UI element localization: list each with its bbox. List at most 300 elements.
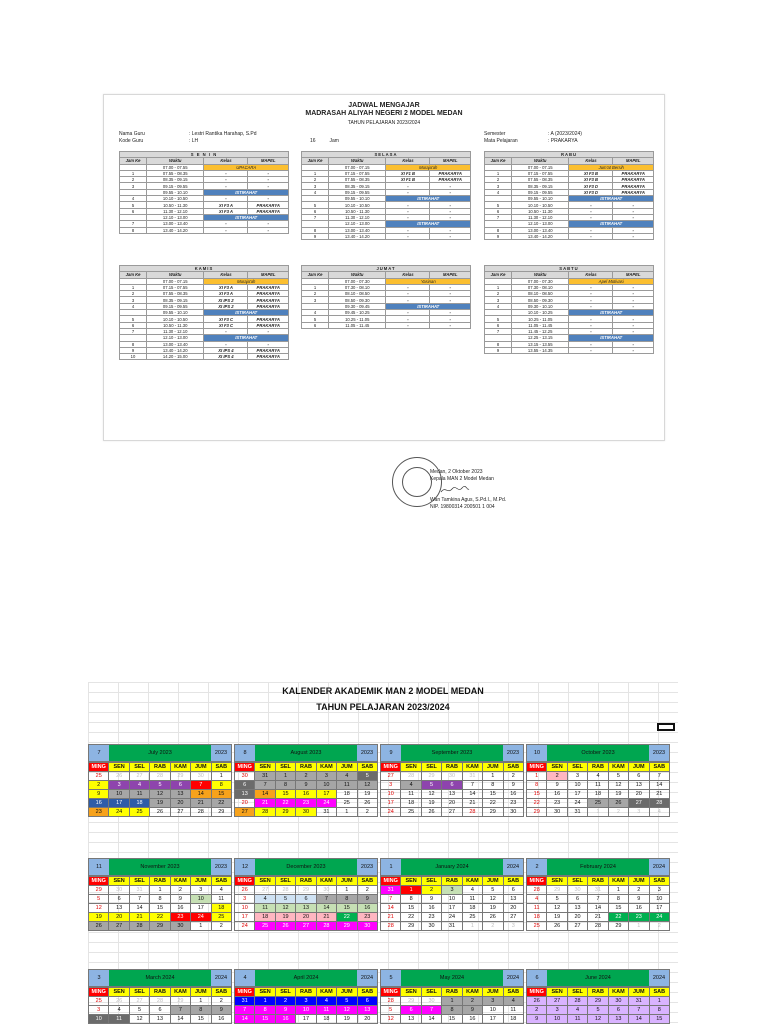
calendar-day: 2 (421, 886, 441, 895)
schedule-cell: XI F1 B (386, 170, 430, 176)
schedule-cell: 11.30 - 12.10 (329, 214, 386, 220)
calendar-day: 5 (588, 1006, 608, 1015)
calendar-day: 13 (442, 790, 462, 799)
week-row (527, 790, 670, 799)
calendar-day: 9 (421, 895, 441, 904)
column-header: Kelas (386, 158, 430, 164)
schedule-cell: ISTIRAHAT (569, 221, 654, 227)
weekday-header: JUM (483, 763, 503, 772)
calendar-day: 27 (629, 799, 649, 808)
column-header: Kelas (569, 272, 613, 278)
calendar-day: 3 (547, 1006, 567, 1015)
week-row (381, 799, 524, 808)
schedule-cell: - (430, 284, 471, 290)
schedule-cell: - (248, 221, 289, 227)
calendar-day: 16 (503, 790, 523, 799)
calendar-day: 6 (629, 772, 649, 781)
schedule-cell: - (613, 322, 654, 328)
calendar-day: 2 (649, 922, 669, 931)
weekday-header: RAB (588, 763, 608, 772)
week-row (381, 1015, 524, 1024)
schedule-cell: 09.15 - 09.55 (147, 183, 204, 189)
calendar-day: 2 (547, 772, 567, 781)
calendar-day: 26 (235, 886, 255, 895)
calendar-day: 15 (649, 1015, 669, 1024)
calendar-day: 6 (296, 895, 316, 904)
calendar-day: 12 (381, 1015, 401, 1024)
schedule-cell: PRAKARYA (613, 183, 654, 189)
calendar-day: 13 (150, 1015, 170, 1024)
schedule-cell: - (248, 183, 289, 189)
calendar-day: 11 (255, 904, 275, 913)
calendar-day: 8 (337, 895, 357, 904)
calendar-day: 17 (442, 904, 462, 913)
calendar-day: 9 (211, 1006, 231, 1015)
calendar-day: 30 (567, 886, 587, 895)
schedule-cell: 10.10 - 10.25 (512, 310, 569, 316)
calendar-day: 17 (109, 799, 129, 808)
week-row (89, 781, 232, 790)
calendar-day: 9 (170, 895, 190, 904)
calendar-day: 1 (150, 886, 170, 895)
calendar-day: 11 (527, 904, 547, 913)
calendar-day: 9 (527, 1015, 547, 1024)
calendar-day: 29 (483, 808, 503, 817)
calendar-day: 13 (401, 1015, 421, 1024)
schedule-cell: - (430, 227, 471, 233)
calendar-day: 30 (191, 772, 211, 781)
weekday-header: SAB (649, 763, 669, 772)
month-grid (88, 744, 232, 817)
schedule-cell: Muraja'ah (204, 278, 289, 284)
calendar-day: 14 (421, 1015, 441, 1024)
column-header: Waktu (147, 158, 204, 164)
calendar-day: 26 (109, 997, 129, 1006)
calendar-day: 5 (547, 895, 567, 904)
week-row (89, 1015, 232, 1024)
calendar-day: 30 (547, 808, 567, 817)
calendar-day: 3 (503, 922, 523, 931)
calendar-day: 2 (357, 886, 377, 895)
weekday-header: SAB (357, 763, 377, 772)
jam-count: 16 (310, 138, 316, 144)
month-name: October 2023 (547, 745, 649, 761)
academic-year: TAHUN PELAJARAN 2023/2024 (347, 120, 421, 126)
weekday-header: SEN (255, 763, 275, 772)
week-row (235, 772, 378, 781)
calendar-day: 1 (629, 922, 649, 931)
calendar-day: 28 (150, 997, 170, 1006)
schedule-cell: 07.00 - 07.15 (512, 164, 569, 170)
calendar-day: 30 (357, 922, 377, 931)
calendar-day: 26 (109, 772, 129, 781)
calendar-day: 27 (296, 922, 316, 931)
schedule-cell: XI F3 A (204, 291, 248, 297)
schedule-cell: - (613, 227, 654, 233)
schedule-cell: - (248, 227, 289, 233)
calendar-day: 27 (109, 922, 129, 931)
schedule-cell: 1 (302, 284, 329, 290)
calendar-day: 20 (357, 1015, 377, 1024)
calendar-day: 11 (588, 781, 608, 790)
weekday-header: KAM (316, 763, 336, 772)
schedule-cell: 10 (120, 354, 147, 360)
schedule-cell: - (248, 177, 289, 183)
calendar-day: 29 (89, 886, 109, 895)
calendar-day: 17 (191, 904, 211, 913)
calendar-day: 29 (150, 922, 170, 931)
month-year: 2024 (211, 970, 231, 986)
calendar-day: 1 (275, 772, 295, 781)
weekday-header: SAB (503, 877, 523, 886)
month-num: 11 (89, 859, 109, 875)
schedule-cell: XI IPS 4 (204, 354, 248, 360)
calendar-day: 13 (235, 790, 255, 799)
sign-nip: NIP. 19800314 200501 1 004 (430, 504, 495, 510)
week-row (381, 790, 524, 799)
schedule-row (120, 354, 289, 360)
calendar-day: 10 (483, 1006, 503, 1015)
schedule-cell: 10.25 - 11.05 (512, 316, 569, 322)
calendar-day: 19 (483, 904, 503, 913)
signature-scribble (440, 485, 470, 495)
day-table (484, 265, 654, 354)
schedule-row (485, 347, 654, 353)
schedule-cell: - (569, 291, 613, 297)
mapel-value: : PRAKARYA (548, 138, 578, 144)
calendar-day: 1 (527, 772, 547, 781)
schedule-cell: 12.10 - 13.00 (329, 221, 386, 227)
calendar-day: 19 (275, 913, 295, 922)
schedule-cell: - (204, 183, 248, 189)
calendar-day: 21 (129, 913, 149, 922)
schedule-cell: PRAKARYA (248, 297, 289, 303)
calendar-day: 5 (129, 1006, 149, 1015)
calendar-day: 4 (527, 895, 547, 904)
schedule-cell: ISTIRAHAT (386, 196, 471, 202)
calendar-day: 9 (503, 781, 523, 790)
schedule-cell: 8 (485, 341, 512, 347)
calendar-day: 31 (381, 886, 401, 895)
schedule-cell: 8 (120, 341, 147, 347)
calendar-day: 12 (421, 790, 441, 799)
weekday-header: JUM (337, 763, 357, 772)
calendar-day: 23 (503, 799, 523, 808)
weekday-header: JUM (191, 988, 211, 997)
weekday-header: SEL (275, 988, 295, 997)
calendar-day: 18 (503, 1015, 523, 1024)
weekday-header: SEN (255, 988, 275, 997)
week-row (527, 886, 670, 895)
calendar-day: 15 (337, 904, 357, 913)
schedule-cell: 13.40 - 14.20 (329, 233, 386, 239)
calendar-day: 8 (608, 895, 628, 904)
calendar-day: 18 (129, 799, 149, 808)
month-year: 2023 (211, 745, 231, 761)
schedule-cell: - (569, 208, 613, 214)
weekday-header: MING (89, 877, 109, 886)
schedule-cell: - (569, 297, 613, 303)
schedule-cell: - (204, 196, 248, 202)
calendar-day: 17 (649, 904, 669, 913)
schedule-cell: 3 (120, 183, 147, 189)
month-grid (380, 858, 524, 931)
calendar-day: 9 (296, 781, 316, 790)
calendar-day: 18 (316, 1015, 336, 1024)
month-name: July 2023 (109, 745, 211, 761)
calendar-day: 4 (503, 997, 523, 1006)
calendar-day: 29 (170, 997, 190, 1006)
calendar-day: 22 (275, 799, 295, 808)
schedule-cell: - (430, 208, 471, 214)
weekday-header: SEN (109, 988, 129, 997)
calendar-day: 27 (503, 913, 523, 922)
calendar-day: 7 (421, 1006, 441, 1015)
calendar-day: 11 (211, 895, 231, 904)
schedule-cell: 13.55 - 14.35 (512, 347, 569, 353)
schedule-cell: XI F3 C (204, 322, 248, 328)
calendar-day: 22 (527, 799, 547, 808)
weekday-header: MING (527, 877, 547, 886)
calendar-day: 29 (211, 808, 231, 817)
calendar-day: 6 (401, 1006, 421, 1015)
schedule-cell: - (204, 328, 248, 334)
schedule-cell: PRAKARYA (613, 189, 654, 195)
calendar-day: 7 (649, 772, 669, 781)
schedule-cell: - (569, 233, 613, 239)
schedule-cell: 9 (120, 347, 147, 353)
calendar-day: 16 (421, 904, 441, 913)
week-row (89, 799, 232, 808)
calendar-day: 30 (109, 886, 129, 895)
calendar-day: 19 (421, 799, 441, 808)
weekday-header: MING (381, 763, 401, 772)
schedule-cell: - (569, 347, 613, 353)
school-name: MADRASAH ALIYAH NEGERI 2 MODEL MEDAN (305, 110, 463, 117)
calendar-day: 20 (629, 790, 649, 799)
schedule-cell: - (204, 221, 248, 227)
calendar-day: 19 (547, 913, 567, 922)
teacher-info (119, 131, 257, 145)
schedule-cell: - (430, 316, 471, 322)
weekday-header: KAM (170, 877, 190, 886)
schedule-cell: XI F3 D (569, 183, 613, 189)
calendar-day: 24 (191, 913, 211, 922)
weekday-header: RAB (150, 877, 170, 886)
schedule-cell: 08.50 - 09.30 (329, 297, 386, 303)
column-header: MAPEL (248, 272, 289, 278)
column-header: MAPEL (430, 272, 471, 278)
calendar-day: 25 (401, 808, 421, 817)
schedule-cell: - (386, 189, 430, 195)
calendar-day: 15 (442, 1015, 462, 1024)
schedule-cell: PRAKARYA (613, 170, 654, 176)
calendar-day: 16 (170, 904, 190, 913)
month-name: February 2024 (547, 859, 649, 875)
calendar-day: 2 (211, 997, 231, 1006)
calendar-day: 17 (381, 799, 401, 808)
weekday-header: MING (381, 877, 401, 886)
month-grid (380, 744, 524, 817)
schedule-cell: - (386, 183, 430, 189)
schedule-cell: 8 (120, 227, 147, 233)
calendar-day: 4 (109, 1006, 129, 1015)
schedule-cell: - (613, 347, 654, 353)
calendar-day: 12 (357, 781, 377, 790)
schedule-cell: - (613, 233, 654, 239)
column-header: MAPEL (613, 272, 654, 278)
week-row (527, 772, 670, 781)
weekday-header: KAM (462, 877, 482, 886)
schedule-cell: - (430, 310, 471, 316)
calendar-day: 10 (567, 781, 587, 790)
week-row (527, 922, 670, 931)
calendar-day: 12 (547, 904, 567, 913)
week-row (89, 922, 232, 931)
schedule-cell: - (430, 202, 471, 208)
calendar-day: 5 (337, 997, 357, 1006)
calendar-day: 1 (608, 886, 628, 895)
month-num: 8 (235, 745, 255, 761)
week-row (89, 895, 232, 904)
schedule-cell: 4 (485, 189, 512, 195)
weekday-header: SAB (649, 988, 669, 997)
calendar-day: 21 (462, 799, 482, 808)
weekday-header: SEN (547, 877, 567, 886)
schedule-cell: 12.10 - 13.00 (147, 335, 204, 341)
week-row (381, 1006, 524, 1015)
calendar-day: 12 (588, 1015, 608, 1024)
schedule-cell: - (613, 208, 654, 214)
calendar-day: 1 (588, 808, 608, 817)
calendar-day: 29 (401, 922, 421, 931)
weekday-header: RAB (150, 988, 170, 997)
calendar-day: 25 (337, 799, 357, 808)
schedule-cell: - (386, 316, 430, 322)
schedule-cell: 5 (485, 316, 512, 322)
schedule-cell: 6 (120, 208, 147, 214)
calendar-day: 16 (275, 1015, 295, 1024)
schedule-cell: 6 (302, 322, 329, 328)
semester-info (484, 131, 582, 145)
sign-name: Wan Tamkina Agus, S.Pd.I., M.Pd. (430, 497, 507, 503)
calendar-day: 7 (191, 781, 211, 790)
calendar-day: 23 (421, 913, 441, 922)
weekday-header: SEN (109, 877, 129, 886)
calendar-day: 7 (316, 895, 336, 904)
calendar-day: 4 (567, 1006, 587, 1015)
calendar-day: 7 (255, 781, 275, 790)
calendar-day: 28 (381, 997, 401, 1006)
weekday-header: SAB (211, 988, 231, 997)
calendar-day: 29 (170, 772, 190, 781)
schedule-cell: 13.00 - 13.40 (512, 227, 569, 233)
calendar-day: 14 (588, 904, 608, 913)
schedule-cell: PRAKARYA (430, 177, 471, 183)
calendar-day: 24 (567, 799, 587, 808)
column-header: Jam Ke (120, 272, 147, 278)
schedule-cell: 13.15 - 13.55 (512, 341, 569, 347)
calendar-day: 11 (567, 1015, 587, 1024)
weekday-header: MING (527, 988, 547, 997)
day-name: JUMAT (302, 266, 471, 272)
week-row (89, 772, 232, 781)
calendar-day: 27 (442, 808, 462, 817)
schedule-cell: PRAKARYA (613, 177, 654, 183)
schedule-cell: 4 (302, 189, 329, 195)
calendar-day: 31 (442, 922, 462, 931)
weekday-header: KAM (170, 988, 190, 997)
schedule-cell: ISTIRAHAT (569, 196, 654, 202)
weekday-header: JUM (337, 988, 357, 997)
calendar-day: 5 (483, 886, 503, 895)
calendar-day: 9 (462, 1006, 482, 1015)
schedule-cell: 8 (302, 227, 329, 233)
calendar-day: 22 (483, 799, 503, 808)
calendar-day: 1 (649, 997, 669, 1006)
calendar-day: 22 (150, 913, 170, 922)
day-name: SABTU (485, 266, 654, 272)
calendar-day: 8 (255, 1006, 275, 1015)
calendar-day: 31 (567, 808, 587, 817)
calendar-day: 16 (462, 1015, 482, 1024)
month-grid (88, 858, 232, 931)
schedule-cell: 10.10 - 10.50 (329, 202, 386, 208)
schedule-cell: PRAKARYA (248, 347, 289, 353)
week-row (235, 886, 378, 895)
weekday-header: RAB (588, 877, 608, 886)
calendar-day: 6 (235, 781, 255, 790)
calendar-day: 4 (401, 781, 421, 790)
month-name: May 2024 (401, 970, 503, 986)
calendar-day: 21 (191, 799, 211, 808)
calendar-day: 7 (588, 895, 608, 904)
schedule-cell: 8 (485, 227, 512, 233)
weekday-header: SEN (401, 877, 421, 886)
calendar-day: 25 (255, 922, 275, 931)
calendar-day: 19 (608, 790, 628, 799)
calendar-day: 29 (401, 997, 421, 1006)
schedule-cell: - (248, 196, 289, 202)
calendar-day: 30 (296, 808, 316, 817)
schedule-cell: PRAKARYA (248, 202, 289, 208)
calendar-day: 17 (483, 1015, 503, 1024)
schedule-cell: 09.55 - 10.10 (147, 189, 204, 195)
schedule-cell: 3 (485, 183, 512, 189)
calendar-day: 20 (296, 913, 316, 922)
calendar-day: 20 (170, 799, 190, 808)
schedule-cell: - (430, 297, 471, 303)
weekday-header: MING (89, 763, 109, 772)
month-year: 2024 (503, 970, 523, 986)
weekday-header: KAM (316, 988, 336, 997)
schedule-cell: - (204, 341, 248, 347)
weekday-header: KAM (608, 877, 628, 886)
calendar-day: 11 (462, 895, 482, 904)
week-row (235, 997, 378, 1006)
schedule-cell: 07.00 - 07.15 (147, 278, 204, 284)
schedule-cell: - (248, 341, 289, 347)
calendar-day: 3 (483, 997, 503, 1006)
schedule-row (302, 233, 471, 239)
week-row (235, 799, 378, 808)
week-row (381, 895, 524, 904)
schedule-cell: - (430, 322, 471, 328)
weekday-header: KAM (462, 763, 482, 772)
month-year: 2024 (503, 859, 523, 875)
schedule-cell: 14.20 - 15.00 (147, 354, 204, 360)
schedule-cell: 13.40 - 14.20 (512, 233, 569, 239)
